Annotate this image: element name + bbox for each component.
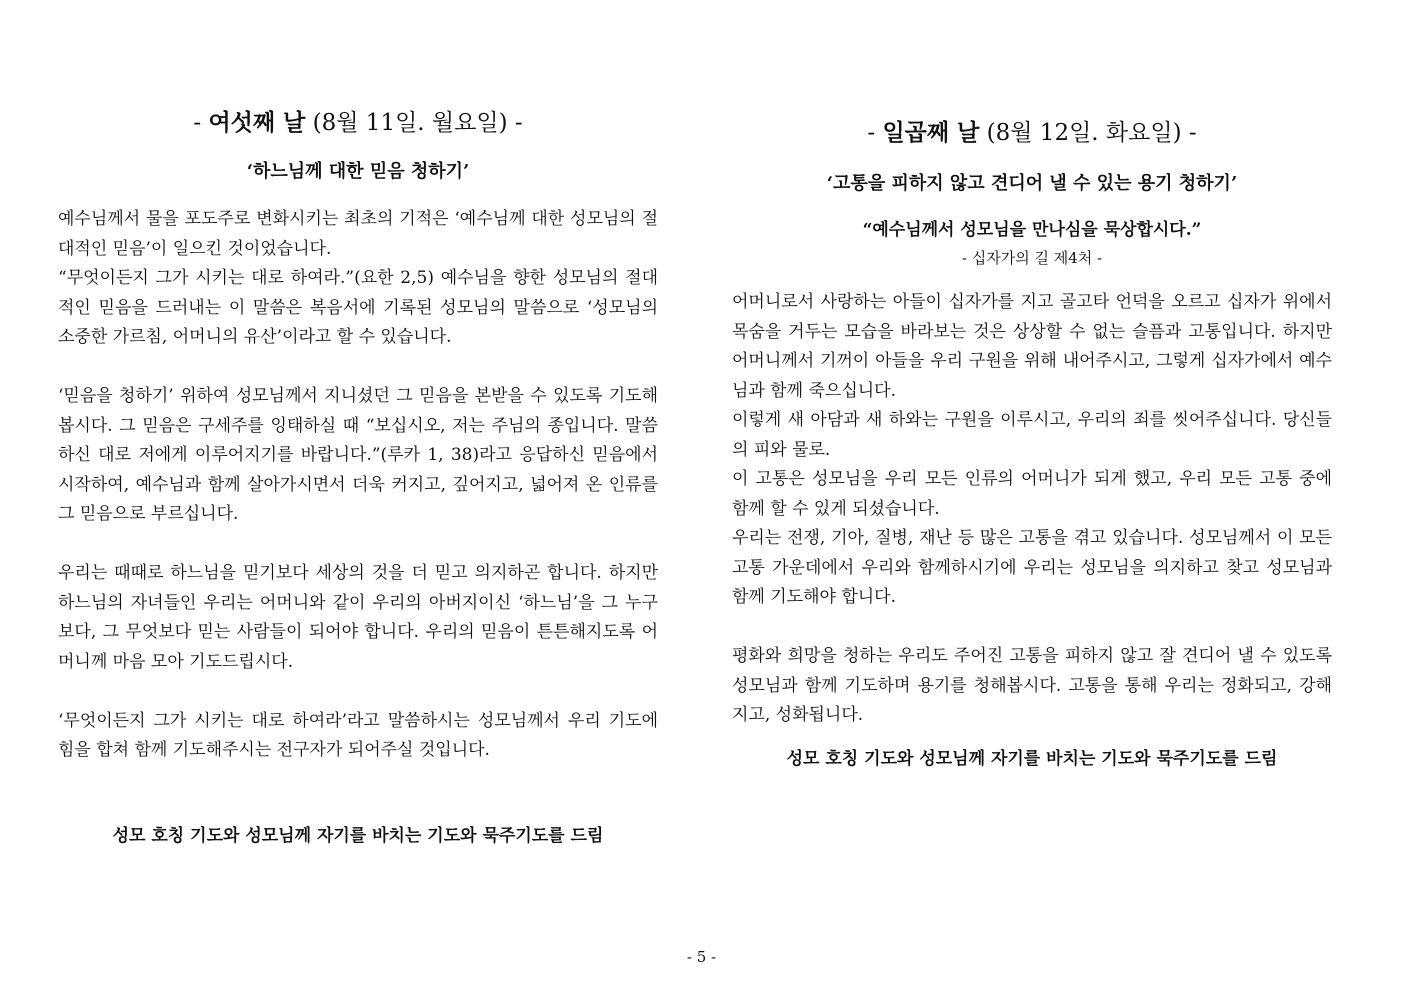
day-six-closing-prayer: 성모 호칭 기도와 성모님께 자기를 바치는 기도와 묵주기도를 드림 bbox=[112, 826, 604, 846]
day-six-paragraph-3: ‘믿음을 청하기’ 위하여 성모님께서 지니셨던 그 믿음을 본받을 수 있도록 기도해 봅시다. 그 믿음은 구세주를 잉태하실 때 “보십시오, 저는 주님의 종입니다. 말씀하신 대로 저에게 이루어지기를 바랍니다.”(루카 1, 38)라고 응답하신 믿음에서 시작하여, 예수님과 함께 살아가시면서 더욱 커지고, 깊어지고, 넓어져 온 인류를 그 믿음으로 부르십니다. bbox=[58, 386, 658, 524]
day-six-paragraph-5: ‘무엇이든지 그가 시키는 대로 하여라’라고 말씀하시는 성모님께서 우리 기도에 힘을 합쳐 함께 기도해주시는 전구자가 되어주실 것입니다. bbox=[58, 710, 658, 760]
day-seven-closing-prayer: 성모 호칭 기도와 성모님께 자기를 바치는 기도와 묵주기도를 드림 bbox=[786, 749, 1278, 769]
day-six-heading-date: (8월 11일. 월요일) - bbox=[305, 110, 523, 136]
day-seven-paragraph-5: 평화와 희망을 청하는 우리도 주어진 고통을 피하지 않고 잘 견디어 낼 수 있도록 성모님과 함께 기도하며 용기를 청해봅시다. 고통을 통해 우리는 정화되고, 강해지고, 성화됩니다. bbox=[732, 646, 1332, 725]
day-six-paragraph-2: “무엇이든지 그가 시키는 대로 하여라.”(요한 2,5) 예수님을 향한 성모님의 절대적인 믿음을 드러내는 이 말씀은 복음서에 기록된 성모님의 말씀으로 ‘성모님의 소중한 가르침, 어머니의 유산’이라고 할 수 있습니다. bbox=[58, 268, 658, 347]
day-seven-station: - 십자가의 길 제4처 - bbox=[961, 249, 1103, 267]
day-six-paragraph-1: 예수님께서 물을 포도주로 변화시키는 최초의 기적은 ‘예수님께 대한 성모님의 절대적인 믿음’이 일으킨 것이었습니다. bbox=[58, 209, 658, 259]
day-six-subtitle: ‘하느님께 대한 믿음 청하기’ bbox=[246, 161, 470, 182]
day-seven-body bbox=[732, 288, 1332, 731]
day-seven-meditation: “예수님께서 성모님을 만나심을 묵상합시다.” bbox=[862, 220, 1202, 240]
page-number: - 5 - bbox=[686, 948, 717, 966]
day-six-heading bbox=[58, 108, 658, 138]
day-seven-heading-day: 일곱째 날 bbox=[882, 119, 980, 146]
day-seven-heading-prefix: - bbox=[867, 120, 883, 146]
day-seven-heading-date: (8월 12일. 화요일) - bbox=[979, 120, 1197, 146]
day-seven-paragraph-4: 우리는 전쟁, 기아, 질병, 재난 등 많은 고통을 겪고 있습니다. 성모님께서 이 모든 고통 가운데에서 우리와 함께하시기에 우리는 성모님을 의지하고 찾고 성모님과 함께 기도해야 합니다. bbox=[732, 528, 1332, 607]
day-six-heading-day: 여섯째 날 bbox=[208, 109, 306, 136]
day-six-heading-prefix: - bbox=[193, 110, 209, 136]
day-seven-paragraph-1: 어머니로서 사랑하는 아들이 십자가를 지고 골고타 언덕을 오르고 십자가 위에서 목숨을 거두는 모습을 바라보는 것은 상상할 수 없는 슬픔과 고통입니다. 하지만 어머니께서 기꺼이 아들을 우리 구원을 위해 내어주시고, 그렇게 십자가에서 예수님과 함께 죽으십니다. bbox=[732, 292, 1332, 401]
day-six-paragraph-4: 우리는 때때로 하느님을 믿기보다 세상의 것을 더 믿고 의지하곤 합니다. 하지만 하느님의 자녀들인 우리는 어머니와 같이 우리의 아버지이신 ‘하느님’을 그 누구보다, 그 무엇보다 믿는 사람들이 되어야 합니다. 우리의 믿음이 튼튼해지도록 어머니께 마음 모아 기도드립시다. bbox=[58, 563, 658, 672]
day-six-body bbox=[58, 205, 658, 766]
day-seven-paragraph-3: 이 고통은 성모님을 우리 모든 인류의 어머니가 되게 했고, 우리 모든 고통 중에 함께 할 수 있게 되셨습니다. bbox=[732, 469, 1332, 519]
day-seven-paragraph-2: 이렇게 새 아담과 새 하와는 구원을 이루시고, 우리의 죄를 씻어주십니다. 당신들의 피와 물로. bbox=[732, 410, 1332, 460]
day-seven-subtitle: ‘고통을 피하지 않고 견디어 낼 수 있는 용기 청하기’ bbox=[826, 173, 1238, 194]
day-seven-heading bbox=[732, 118, 1332, 148]
